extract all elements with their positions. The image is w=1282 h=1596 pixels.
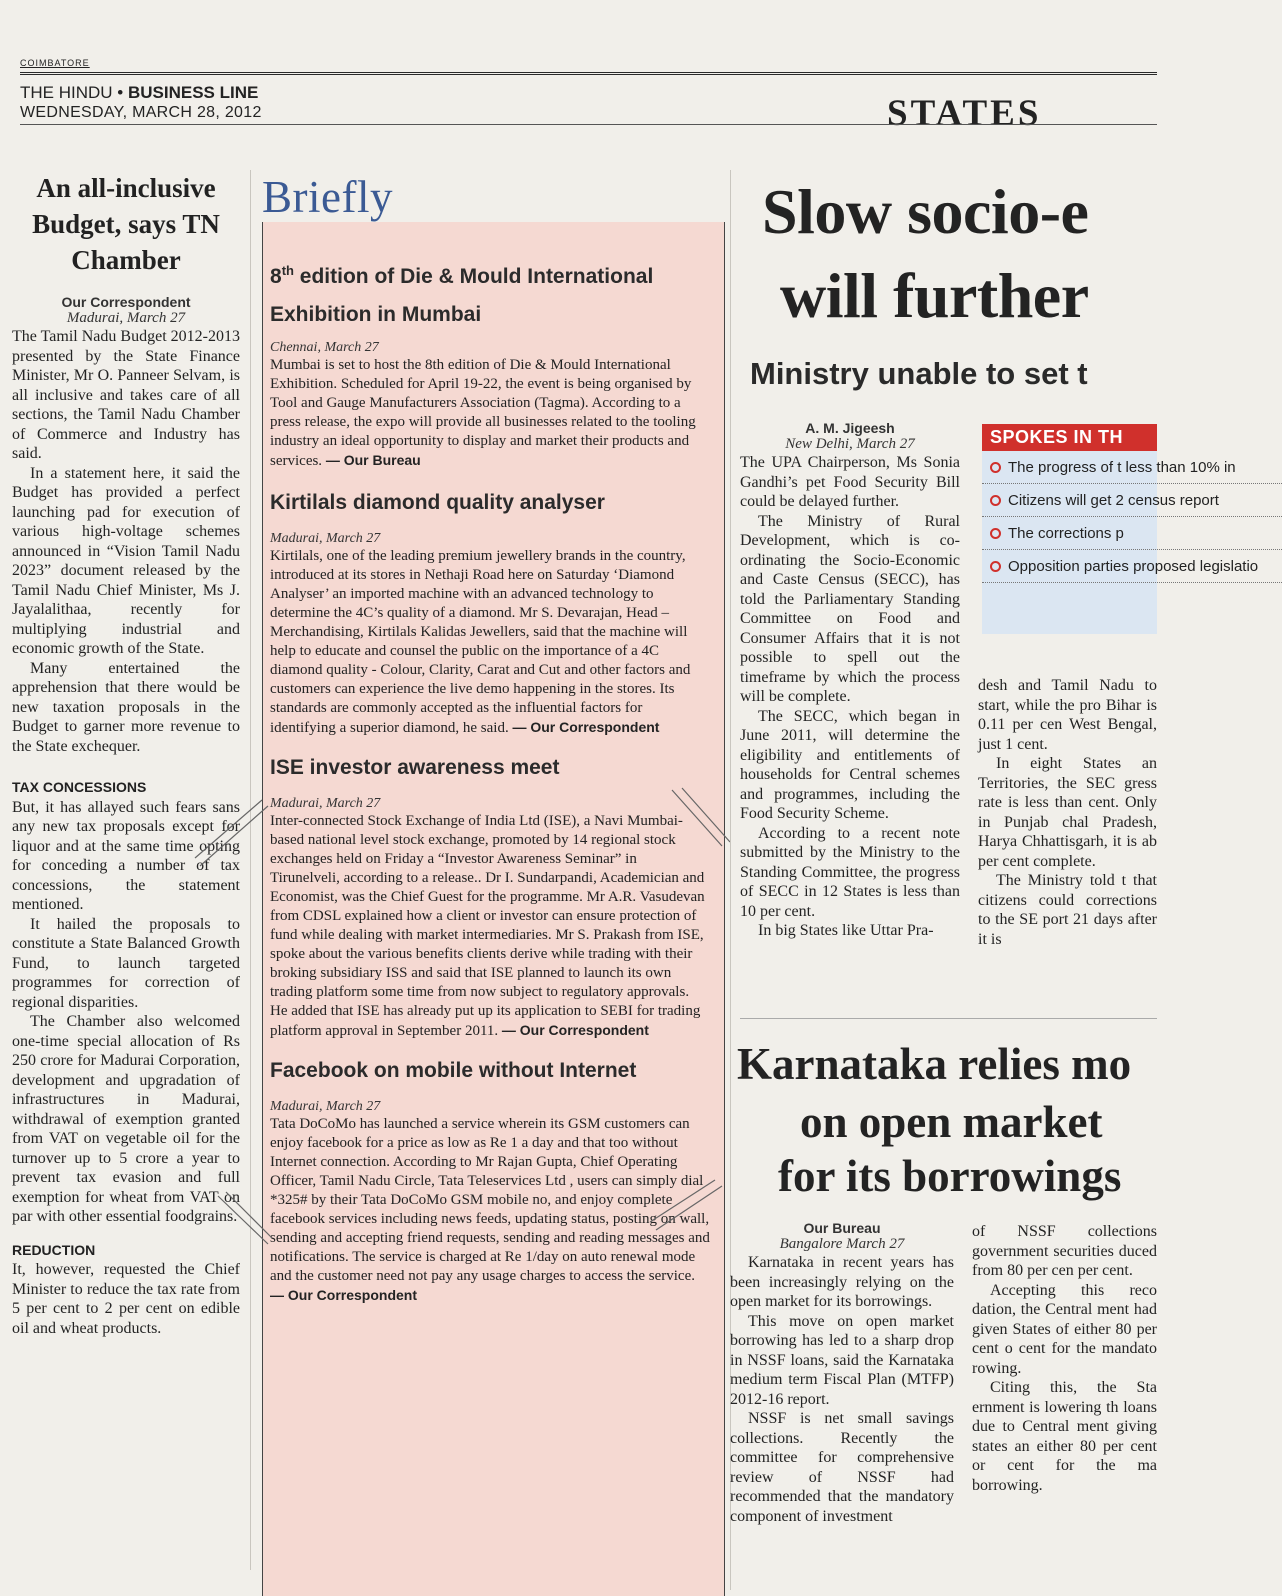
pencil-mark [650,1180,715,1222]
spokes-item-text: Citizens will get 2 census report [1008,492,1219,509]
karnataka-right-column [972,1222,1157,1495]
bullet-ring-icon [990,528,1001,539]
left-article-paragraph: The Chamber also welcomed one-time special allocation of Rs 250 crore for Madurai Corporation, development and upgradation of infrastructures in Madurai, withdrawal of exemption granted from VAT on vegetable oil for the turnover up to 5 crore a year to prevent tax evasion and full exemption for wheat from VAT on par with other essential foodgrains. [12,1013,240,1225]
issue-date: WEDNESDAY, MARCH 28, 2012 [20,104,262,121]
pencil-mark [226,1192,272,1238]
secc-headline-line2: will further [780,260,1089,331]
karnataka-headline-line1: Karnataka relies mo [737,1039,1132,1089]
briefly-item-text: Tata DoCoMo has launched a service wherein its GSM customers can enjoy facebook for a price as low as Re 1 a day and that too without Internet connection. According to Mr Rajan Gupta, Chief Operating Officer, Tamil Nadu Circle, Tata Teleservices Ltd , users can simply dial *325# by their Tata DoCoMo GSM mobile no, and enjoy complete facebook services including news feeds, updating status, posting on wall, sending and accepting friend requests, sending and reading messages and notifications. The service is charged at Re 1/day on auto renewal mode and the customer need not pay any usage charges to access the service. [270,1116,710,1284]
briefly-item-headline: ISE investor awareness meet [270,756,560,779]
briefly-title: Briefly [262,172,393,222]
briefly-item-credit: — Our Correspondent [270,1287,418,1303]
bullet-ring-icon [990,462,1001,473]
karnataka-main-column [730,1220,954,1526]
secc-paragraph: In big States like Uttar Pra- [758,922,934,939]
secc-right-paragraph: The Ministry told t that citizens could corrections to the SE port 21 days after it is [978,872,1157,948]
secc-right-column [978,676,1157,949]
secc-dateline: New Delhi, March 27 [785,436,915,452]
briefly-item-text: Kirtilals, one of the leading premium jewellery brands in the country, introduced at its stores in Nethaji Road here on Saturday ‘Diamond Analyser’ an imported machine with an advanced technology to determine the 4C’s quality of a diamond. Mr S. Devarajan, Head –Merchandising, Kirtilals Kalidas Jewellers, said that the machine will help to educate and counsel the public on the importance of a 4C diamond quality - Colour, Clarity, Carat and Cut and other factors and customers can experience the live demo happening in the stores. Its standards are commonly accepted as the influential factors for identifying a superior diamond, he said. [270,548,691,736]
left-article-byline: Our Correspondent [61,294,191,310]
bullet-ring-icon [990,561,1001,572]
secc-subheadline: Ministry unable to set t [750,356,1088,391]
secc-headline-line1: Slow socio-e [762,176,1089,247]
briefly-item-headline-superscript: th [281,263,294,278]
secc-paragraph: According to a recent note submitted by the Ministry to the Standing Committee, the progress of SECC in 12 States is less than 10 per cent. [740,824,960,920]
karnataka-paragraph: This move on open market borrowing has led to a sharp drop in NSSF loans, said the Karnataka medium term Fiscal Plan (MTFP) 2012-16 report. [730,1312,954,1408]
karnataka-right-paragraph: Accepting this reco dation, the Central ment had given States of either 80 per cent o cent for the mandato rowing. [972,1281,1157,1377]
secc-right-paragraph: desh and Tamil Nadu to start, while the pro Bihar is 0.11 per cen West Bengal, just 1 cent. [978,677,1157,753]
edition-label: COIMBATORE [20,58,90,68]
secc-main-column [740,420,960,941]
karnataka-body [730,1253,954,1526]
bullet-ring-icon [990,495,1001,506]
karnataka-paragraph: NSSF is net small savings collections. Recently the committee for comprehensive review of NSSF had recommended that the mandatory component of investment [730,1410,954,1525]
briefly-item-dateline: Madurai, March 27 [270,531,381,546]
spokes-box [982,424,1259,634]
karnataka-paragraph: Karnataka in recent years has been increasingly relying on the open market for its borrowings. [730,1254,954,1310]
secc-paragraph: The UPA Chairperson, Ms Sonia Gandhi’s pet Food Security Bill could be delayed further. [740,454,960,510]
briefly-item-headline: Kirtilals diamond quality analyser [270,491,605,514]
briefly-item-credit: — Our Correspondent [501,1022,649,1038]
briefly-item-text: Mumbai is set to host the 8th edition of Die & Mould International Exhibition. Scheduled for April 19-22, the event is being organised by Tool and Gauge Manufacturers Association (Tagma). According to a press release, the expo will provide all businesses related to the tooling industry an ideal opportunity to display and market their products and services. [270,357,696,469]
briefly-item-headline-text: edition of Die & Mould International Exhibition in Mumbai [270,265,654,326]
article-divider [740,1018,1157,1019]
left-article-subhead-reduction: REDUCTION [12,1241,96,1258]
pencil-mark [656,1186,722,1230]
karnataka-byline: Our Bureau [803,1220,881,1236]
briefly-item-credit: — Our Correspondent [512,719,660,735]
section-title: STATES [887,93,1042,134]
secc-byline: A. M. Jigeesh [805,420,895,436]
paper-section: BUSINESS LINE [127,83,259,102]
pencil-mark [682,788,730,842]
briefly-item-headline-ordinal: 8 [270,265,282,288]
spokes-item [982,459,1282,484]
left-article-dateline: Madurai, March 27 [66,310,186,326]
pencil-mark [200,806,268,866]
karnataka-right-paragraph: Citing this, the Sta ernment is lowering th loans due to Central ment giving states an either 80 per cent or cent for the ma borrowing. [972,1379,1157,1494]
secc-body [740,453,960,941]
briefly-item-credit: — Our Bureau [325,452,421,468]
left-article-paragraph: Many entertained the apprehension that there would be new taxation proposals in the Budget to garner more revenue to the State exchequer. [12,659,240,755]
pencil-mark [195,800,262,858]
left-article-paragraph: The Tamil Nadu Budget 2012-2013 presented by the State Finance Minister, Mr O. Panneer Selvam, is all inclusive and takes care of all sections, the Tamil Nadu Chamber of Commerce and Industry has said. [12,328,240,462]
briefly-item-dateline: Madurai, March 27 [270,1099,381,1114]
secc-paragraph: The Ministry of Rural Development, which is co-ordinating the Socio-Economic and Caste Census (SECC), has told the Parliamentary Standing Committee on Food and Consumer Affairs that it is not possible to spell out the timeframe by which the process will be complete. [740,512,960,705]
paper-bullet: • [117,83,124,102]
karnataka-headline-line2: on open market [800,1097,1103,1147]
spokes-item-text: The progress of t less than 10% in [1008,459,1236,476]
left-article-headline: An all-inclusive Budget, says TN Chamber [32,173,220,275]
secc-paragraph: The SECC, which began in June 2011, will determine the eligibility and entitlements of households for Central schemes and programmes, including the Food Security Scheme. [740,707,960,822]
paper-title: THE HINDU [20,83,113,102]
briefly-item-dateline: Madurai, March 27 [270,796,381,811]
karnataka-headline-line3: for its borrowings [778,1151,1122,1201]
spokes-list [982,459,1282,583]
secc-right-paragraph: In eight States an Territories, the SEC gress rate is less than cent. Only in Punjab chal Pradesh, Harya Chhattisgarh, it is ab per cent complete. [978,755,1157,870]
spokes-item [982,492,1282,517]
pencil-mark [218,1196,268,1244]
left-article-paragraph: It, however, requested the Chief Minister to reduce the tax rate from 5 per cent to 2 per cent on edible oil and wheat products. [12,1261,240,1337]
spokes-item [982,525,1282,550]
briefly-item-headline: Facebook on mobile without Internet [270,1059,637,1082]
spokes-item-text: Opposition parties proposed legislatio [1008,558,1259,575]
left-article-paragraph: It hailed the proposals to constitute a State Balanced Growth Fund, to launch targeted programmes for correction of regional disparities. [12,915,240,1011]
spokes-title: SPOKES IN TH [982,424,1157,451]
left-article-subhead-tax: TAX CONCESSIONS [12,779,147,795]
karnataka-right-paragraph: of NSSF collections government securities duced from 80 per cen per cent. [972,1223,1157,1279]
left-article-paragraph: In a statement here, it said the Budget has provided a perfect launching pad for execution of various high-voltage schemes announced in “Vision Tamil Nadu 2023” document released by the Tamil Nadu Chief Minister, Ms J. Jayalalithaa, recently for multiplying industrial and economic growth of the State. [12,464,240,657]
briefly-item-text: Inter-connected Stock Exchange of India Ltd (ISE), a Navi Mumbai-based national level stock exchange, promoted by 14 regional stock exchanges held on Friday a “Investor Awareness Seminar” in Tirunelveli, according to a release.. Dr I. Sundarpandi, Academician and Economist, was the Chief Guest for the programme. Mr A.R. Vasudevan from CDSL explained how a client or investor can ensure protection of fund while dealing with market intermediaries. Mr S. Prakash from ISE, spoke about the various benefits clients derive while trading with their broking subsidiary ISS and said that ISE planned to launch its own trading platform some time from now subject to regulatory approvals. He added that ISE has already put up its application to SEBI for trading platform approval in September 2011. [270,813,705,1039]
karnataka-dateline: Bangalore March 27 [779,1236,905,1252]
spokes-item-text: The corrections p [1008,525,1124,542]
briefly-item-dateline: Chennai, March 27 [270,340,379,355]
left-article-paragraph: But, it has allayed such fears sans any new tax proposals except for liquor and at the same time opting for conceding a number of tax concessions, the statement mentioned. [12,798,240,913]
pencil-mark [672,790,722,846]
spokes-item [982,558,1282,583]
